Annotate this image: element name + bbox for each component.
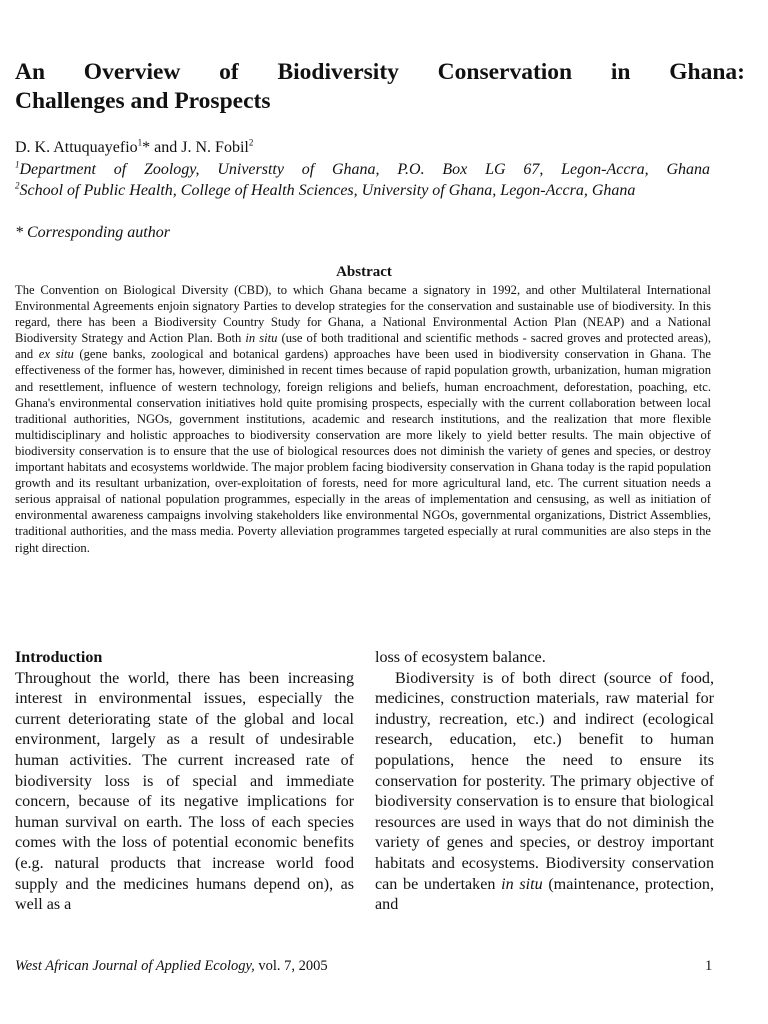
affiliation-1	[15, 160, 710, 180]
abstract-heading: Abstract	[336, 264, 392, 280]
journal-volume: vol. 7, 2005	[254, 958, 328, 974]
affiliation-2	[15, 181, 710, 201]
page-number: 1	[705, 958, 713, 974]
abstract-part-1: The Convention on Biological Diversity (CBD), to which Ghana became a signatory in 1992, and other Multilateral International Environmental Agreements enjoin signatory Parties to develop strategies for the conservation and sustainable use of biodiversity. In this regard, there has been a Biodiversity Country Study for Ghana, a National Environmental Action Plan (NEAP) and a National Biodiversity Strategy and Action Plan. Both	[15, 283, 711, 346]
introduction-heading: Introduction	[15, 649, 103, 666]
author-list	[15, 138, 253, 158]
title-line-1: An Overview of Biodiversity Conservation in Ghana:	[15, 59, 745, 85]
abstract-body	[15, 282, 711, 556]
affiliation-1-text: Department of Zoology, Universtty of Ghana, P.O. Box LG 67, Legon-Accra, Ghana	[19, 161, 710, 178]
right-column	[375, 648, 714, 916]
journal-citation	[15, 958, 328, 975]
affiliation-1-mark: 1	[15, 159, 20, 170]
introduction-paragraph-1: Throughout the world, there has been increasing interest in environmental issues, especially the current deteriorating state of the global and local environment, largely as a result of undesirable human activities. The current increased rate of biodiversity loss is of special and immediate concern, because of its negative implications for human survival on earth. The loss of each species comes with the loss of potential economic benefits (e.g. natural products that increase world food supply and the medicines humans depend on), as well as a	[15, 669, 354, 914]
abstract-ex-situ: ex situ	[38, 347, 74, 362]
left-column	[15, 648, 354, 916]
author-2-name: J. N. Fobil	[181, 139, 249, 156]
paragraph-2-text: Biodiversity is of both direct (source of food, medicines, construction materials, raw material for industry, recreation, etc.) and indirect (ecological research, education, etc.) benefit to human populations, hence the need to ensure its conservation for posterity. The primary objective of biodiversity conservation is to ensure that biological resources are used in ways that do not diminish the variety of genes and species, or destroy important habitats and ecosystems. Biodiversity conservation can be undertaken	[375, 669, 714, 893]
title-line-2: Challenges and Prospects	[15, 88, 271, 114]
corresponding-asterisk: *	[142, 139, 151, 156]
author-2-affiliation-mark: 2	[248, 137, 254, 148]
paragraph-2-in-situ: in situ	[501, 875, 543, 893]
corresponding-author-note: * Corresponding author	[15, 224, 170, 241]
abstract-part-3: (gene banks, zoological and botanical gardens) approaches have been used in biodiversity conservation in Ghana. The effectiveness of the former has, however, diminished in recent times because of rapid population growth, urbanization, human migration and resettlement, influence of western technology, foreign religions and beliefs, human encroachment, deforestation, poaching, etc. Ghana's environmental conservation initiatives hold quite promising prospects, especially with the current collaboration between local traditional authorities, NGOs, government institutions, academic and research institutions, and the realization that more flexible multidisciplinary and holistic approaches to biodiversity conservation are more likely to yield better results. The main objective of biodiversity conservation is to ensure that the use of biological resources does not diminish the variety of genes and species, or destroy important habitats and ecosystems worldwide. The major problem facing biodiversity conservation in Ghana today is the rapid population growth and its resultant urbanization, over-exploitation of forests, need for more agricultural land, etc. The current situation needs a serious appraisal of national population programmes, especially in the areas of implementation and censusing, as well as initiation of environmental awareness campaigns involving stakeholders like environmental NGOs, governmental organizations, District Assemblies, traditional authorities, and the mass media. Poverty alleviation programmes targeted especially at rural communities are also steps in the right direction.	[15, 347, 711, 555]
abstract-in-situ: in situ	[245, 331, 278, 346]
paragraph-2-tail: (maintenance, protection, and	[375, 875, 715, 914]
journal-name: West African Journal of Applied Ecology,	[15, 958, 255, 974]
author-1-affiliation-mark: 1	[137, 137, 143, 148]
abstract-part-2: (use of both traditional and scientific methods - sacred groves and protected areas), and	[15, 331, 711, 362]
paper-title	[15, 58, 745, 116]
introduction-paragraph-2	[375, 669, 714, 916]
author-1-name: D. K. Attuquayefio	[15, 139, 138, 156]
introduction-continuation: loss of ecosystem balance.	[375, 649, 546, 666]
affiliation-2-mark: 2	[15, 180, 20, 191]
author-connector: and	[150, 139, 182, 156]
affiliation-2-text: School of Public Health, College of Health Sciences, University of Ghana, Legon-Accra, Ghana	[19, 182, 636, 199]
